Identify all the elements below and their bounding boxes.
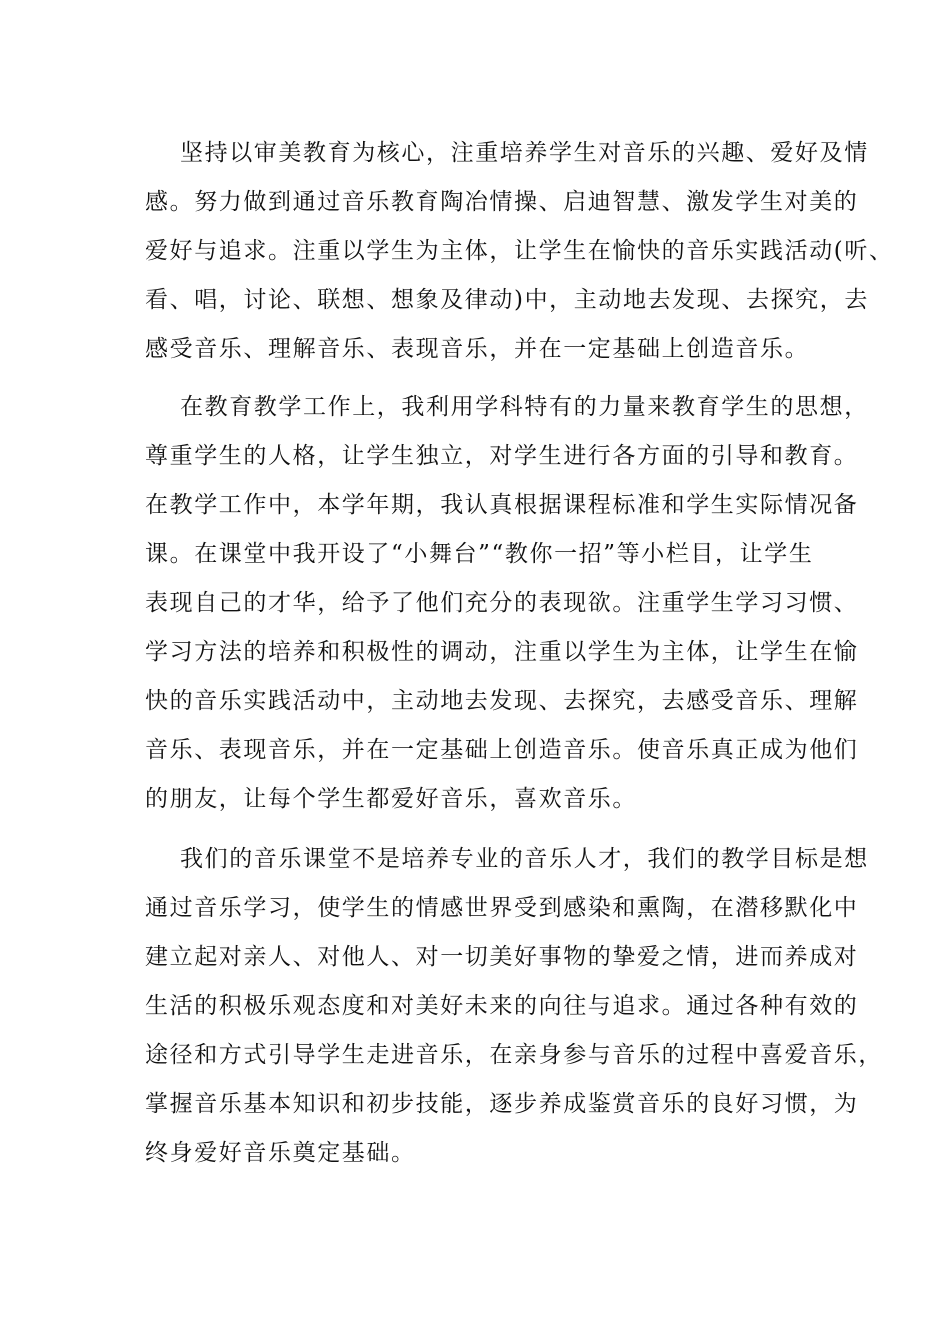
paragraph-2-line-8: 音乐、表现音乐，并在一定基础上创造音乐。使音乐真正成为他们 xyxy=(145,737,859,763)
paragraph-1-line-5: 感受音乐、理解音乐、表现音乐，并在一定基础上创造音乐。 xyxy=(145,336,810,362)
paragraph-3-line-1: 我们的音乐课堂不是培养专业的音乐人才，我们的教学目标是想 xyxy=(180,846,869,872)
paragraph-3-line-4: 生活的积极乐观态度和对美好未来的向往与追求。通过各种有效的 xyxy=(145,993,859,1019)
paragraph-2-line-1: 在教育教学工作上，我利用学科特有的力量来教育学生的思想， xyxy=(180,394,869,420)
paragraph-3-line-7: 终身爱好音乐奠定基础。 xyxy=(145,1140,416,1166)
paragraph-3-line-2: 通过音乐学习，使学生的情感世界受到感染和熏陶，在潜移默化中 xyxy=(145,895,859,921)
paragraph-2-line-3: 在教学工作中，本学年期，我认真根据课程标准和学生实际情况备 xyxy=(145,492,859,518)
paragraph-2-line-5: 表现自己的才华，给予了他们充分的表现欲。注重学生学习习惯、 xyxy=(145,590,859,616)
paragraph-3-line-3: 建立起对亲人、对他人、对一切美好事物的挚爱之情，进而养成对 xyxy=(145,944,859,970)
paragraph-1-line-2: 感。努力做到通过音乐教育陶冶情操、启迪智慧、激发学生对美的 xyxy=(145,189,859,215)
paragraph-1-line-3: 爱好与追求。注重以学生为主体，让学生在愉快的音乐实践活动(听、 xyxy=(145,238,894,264)
paragraph-2-line-7: 快的音乐实践活动中，主动地去发现、去探究，去感受音乐、理解 xyxy=(145,688,859,714)
paragraph-2-line-6: 学习方法的培养和积极性的调动，注重以学生为主体，让学生在愉 xyxy=(145,639,859,665)
paragraph-2-line-9: 的朋友，让每个学生都爱好音乐，喜欢音乐。 xyxy=(145,786,637,812)
paragraph-1-line-4: 看、唱，讨论、联想、想象及律动)中，主动地去发现、去探究，去 xyxy=(145,287,869,313)
paragraph-1-line-1: 坚持以审美教育为核心，注重培养学生对音乐的兴趣、爱好及情 xyxy=(180,140,869,166)
paragraph-3-line-5: 途径和方式引导学生走进音乐，在亲身参与音乐的过程中喜爱音乐， xyxy=(145,1042,883,1068)
paragraph-3-line-6: 掌握音乐基本知识和初步技能，逐步养成鉴赏音乐的良好习惯，为 xyxy=(145,1091,859,1117)
paragraph-2-line-2: 尊重学生的人格，让学生独立，对学生进行各方面的引导和教育。 xyxy=(145,443,859,469)
paragraph-2-line-4: 课。在课堂中我开设了“小舞台”“教你一招”等小栏目，让学生 xyxy=(145,541,814,567)
